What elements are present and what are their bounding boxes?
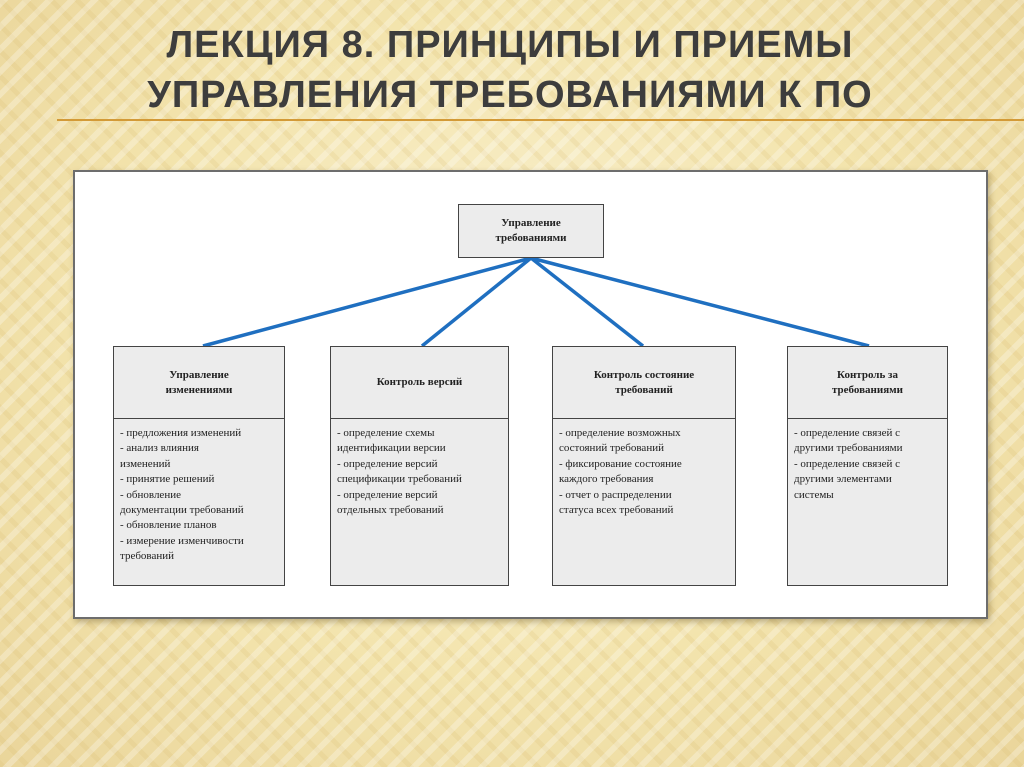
detail-line: - определение схемы [337,427,435,439]
child-node-header [552,346,736,419]
detail-line: - определение версий [337,488,438,501]
detail-line: документации требований [120,504,244,517]
child-node-details [330,418,509,586]
detail-line: - обновление [120,488,181,501]
child-label-line: Управление [169,368,229,381]
slide-title [60,20,960,120]
child-label-line: Контроль версий [376,376,463,388]
detail-line: другими элементами [794,473,892,486]
detail-line: системы [794,488,834,501]
child-node-header [113,346,285,419]
connector-line-4 [531,258,869,346]
child-node-change-management [113,346,285,586]
detail-line: требований [120,550,175,563]
root-label-line-1: Управление [501,217,561,229]
detail-line: каждого требования [559,473,654,486]
slide-title-line-1: ЛЕКЦИЯ 8. ПРИНЦИПЫ И ПРИЕМЫ [166,24,854,66]
detail-line: статуса всех требований [559,504,674,517]
title-underline [57,119,1024,121]
detail-line: состояний требований [559,442,664,455]
child-node-details [552,418,736,586]
child-label-line: Контроль состояние [593,368,695,381]
detail-line: изменений [120,457,171,470]
connector-line-1 [203,258,531,346]
detail-line: - анализ влияния [120,442,199,455]
root-label-line-2: требованиями [495,232,567,244]
detail-line: - измерение изменчивости [120,534,244,547]
detail-line: - обновление планов [120,519,217,532]
root-node [458,204,604,258]
detail-line: другими требованиями [794,442,903,455]
hierarchy-diagram [73,170,988,619]
child-label-line: требованиями [831,383,904,396]
detail-line: спецификации требований [337,473,462,486]
child-label-line: изменениями [165,383,233,396]
detail-line: - предложения изменений [120,427,242,439]
detail-line: - отчет о распределении [559,488,672,501]
detail-line: - принятие решений [120,473,215,486]
child-label-line: Контроль за [837,368,898,381]
detail-line: идентификации версии [337,442,446,455]
child-node-details [113,418,285,586]
detail-line: - определение версий [337,457,438,470]
child-node-status-control [552,346,736,586]
child-node-details [787,418,948,586]
detail-line: - определение связей с [794,457,901,470]
child-node-header [787,346,948,419]
detail-line: отдельных требований [337,504,444,517]
child-node-header [330,346,509,419]
child-node-traceability [787,346,948,586]
child-label-line: требований [615,383,673,396]
detail-line: - фиксирование состояние [559,457,682,470]
detail-line: - определение возможных [559,427,681,439]
detail-line: - определение связей с [794,427,901,439]
slide-title-line-2: УПРАВЛЕНИЯ ТРЕБОВАНИЯМИ К ПО [147,74,873,116]
child-node-version-control [330,346,509,586]
